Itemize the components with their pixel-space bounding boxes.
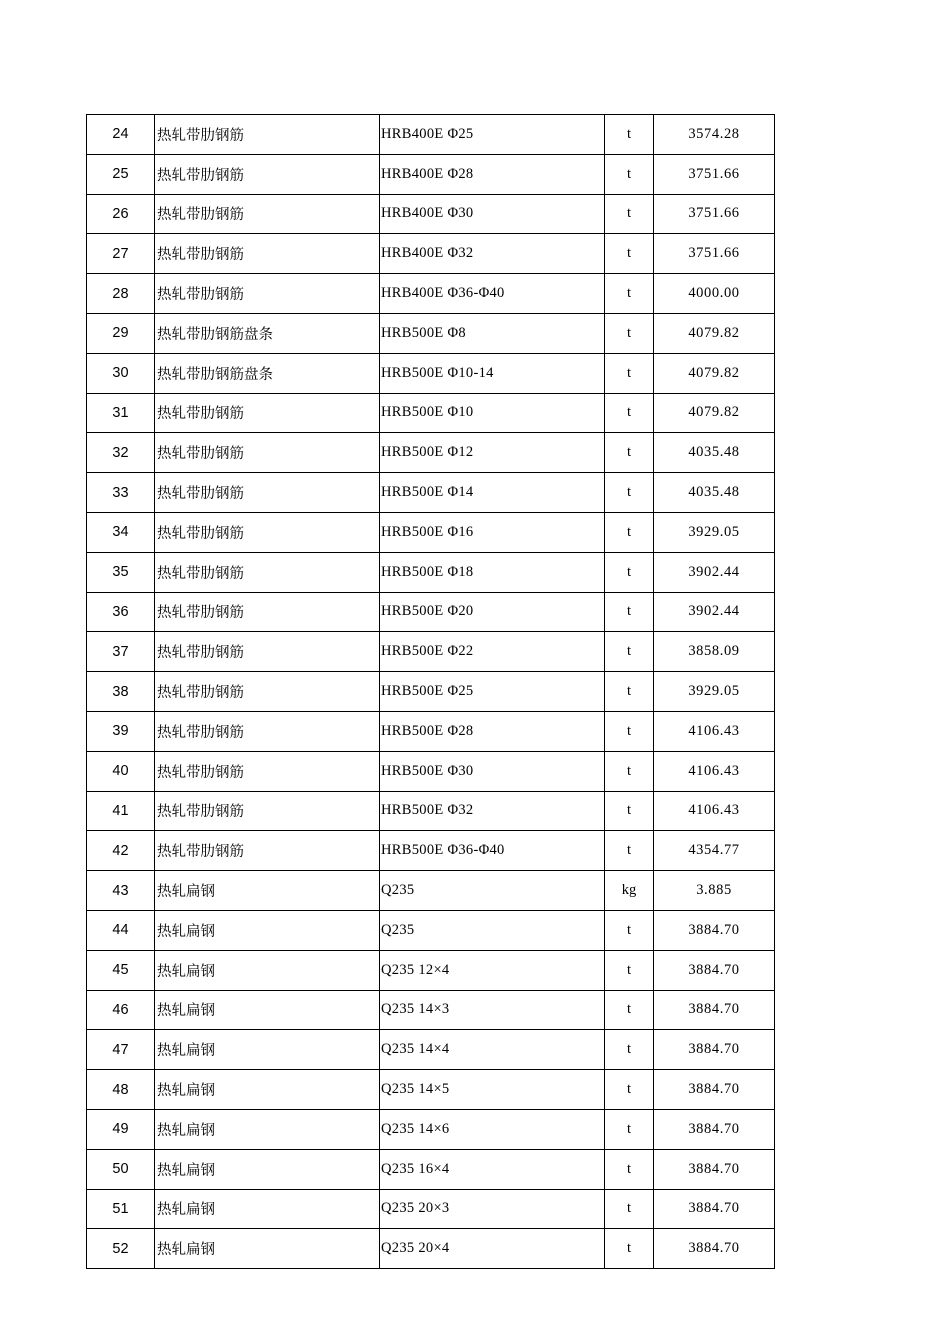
price-cell: 3884.70 [654,1149,775,1189]
specification-cell: Q235 [380,871,605,911]
row-number-cell: 45 [87,950,155,990]
row-number-cell: 42 [87,831,155,871]
material-name-cell: 热轧带肋钢筋 [155,592,380,632]
unit-cell: t [605,950,654,990]
material-name-cell: 热轧带肋钢筋 [155,672,380,712]
price-cell: 3574.28 [654,115,775,155]
table-row [87,234,775,274]
specification-cell: HRB500E Φ30 [380,751,605,791]
material-name-cell: 热轧带肋钢筋 [155,115,380,155]
table-row [87,1189,775,1229]
specification-cell: HRB400E Φ25 [380,115,605,155]
table-row [87,711,775,751]
material-name-cell: 热轧扁钢 [155,990,380,1030]
row-number-cell: 36 [87,592,155,632]
table-row [87,990,775,1030]
table-row [87,1070,775,1110]
unit-cell: t [605,1189,654,1229]
table-row [87,1030,775,1070]
price-cell: 3884.70 [654,1030,775,1070]
price-cell: 3858.09 [654,632,775,672]
row-number-cell: 44 [87,910,155,950]
price-cell: 4035.48 [654,473,775,513]
material-name-cell: 热轧扁钢 [155,1149,380,1189]
unit-cell: t [605,1229,654,1269]
unit-cell: t [605,711,654,751]
table-row [87,672,775,712]
specification-cell: HRB500E Φ18 [380,552,605,592]
material-name-cell: 热轧带肋钢筋 [155,711,380,751]
row-number-cell: 30 [87,353,155,393]
specification-cell: Q235 14×5 [380,1070,605,1110]
row-number-cell: 24 [87,115,155,155]
material-name-cell: 热轧带肋钢筋 [155,433,380,473]
specification-cell: HRB500E Φ20 [380,592,605,632]
material-name-cell: 热轧带肋钢筋 [155,831,380,871]
specification-cell: Q235 20×4 [380,1229,605,1269]
row-number-cell: 48 [87,1070,155,1110]
row-number-cell: 49 [87,1109,155,1149]
unit-cell: t [605,672,654,712]
table-row [87,552,775,592]
table-body [87,115,775,1269]
unit-cell: t [605,791,654,831]
price-cell: 3884.70 [654,990,775,1030]
table-row [87,751,775,791]
price-cell: 4079.82 [654,313,775,353]
specification-cell: HRB500E Φ32 [380,791,605,831]
unit-cell: t [605,433,654,473]
table-row [87,791,775,831]
table-row [87,910,775,950]
table-row [87,274,775,314]
specification-cell: HRB500E Φ10 [380,393,605,433]
specification-cell: HRB500E Φ10-14 [380,353,605,393]
price-cell: 3884.70 [654,1109,775,1149]
specification-cell: HRB400E Φ32 [380,234,605,274]
row-number-cell: 46 [87,990,155,1030]
unit-cell: t [605,751,654,791]
price-cell: 4000.00 [654,274,775,314]
unit-cell: t [605,313,654,353]
price-cell: 3929.05 [654,512,775,552]
specification-cell: HRB500E Φ8 [380,313,605,353]
price-cell: 3751.66 [654,154,775,194]
specification-cell: HRB400E Φ30 [380,194,605,234]
unit-cell: t [605,910,654,950]
row-number-cell: 34 [87,512,155,552]
price-cell: 4079.82 [654,353,775,393]
row-number-cell: 37 [87,632,155,672]
material-name-cell: 热轧带肋钢筋 [155,632,380,672]
row-number-cell: 26 [87,194,155,234]
row-number-cell: 29 [87,313,155,353]
specification-cell: Q235 12×4 [380,950,605,990]
specification-cell: HRB500E Φ16 [380,512,605,552]
unit-cell: t [605,234,654,274]
price-cell: 4106.43 [654,711,775,751]
table-row [87,433,775,473]
specification-cell: HRB400E Φ28 [380,154,605,194]
specification-cell: Q235 20×3 [380,1189,605,1229]
unit-cell: t [605,632,654,672]
material-name-cell: 热轧扁钢 [155,1030,380,1070]
specification-cell: HRB500E Φ28 [380,711,605,751]
price-cell: 3.885 [654,871,775,911]
price-cell: 4354.77 [654,831,775,871]
unit-cell: t [605,115,654,155]
unit-cell: t [605,1030,654,1070]
table-row [87,353,775,393]
table-row [87,950,775,990]
material-name-cell: 热轧扁钢 [155,1070,380,1110]
unit-cell: t [605,393,654,433]
specification-cell: HRB500E Φ12 [380,433,605,473]
unit-cell: t [605,353,654,393]
row-number-cell: 35 [87,552,155,592]
table-row [87,1109,775,1149]
price-cell: 3902.44 [654,592,775,632]
unit-cell: t [605,1109,654,1149]
table-row [87,313,775,353]
specification-cell: Q235 14×3 [380,990,605,1030]
row-number-cell: 27 [87,234,155,274]
material-name-cell: 热轧带肋钢筋 [155,473,380,513]
row-number-cell: 51 [87,1189,155,1229]
material-name-cell: 热轧带肋钢筋 [155,194,380,234]
price-cell: 3751.66 [654,234,775,274]
material-name-cell: 热轧扁钢 [155,1189,380,1229]
row-number-cell: 47 [87,1030,155,1070]
price-cell: 3884.70 [654,1229,775,1269]
material-name-cell: 热轧带肋钢筋盘条 [155,313,380,353]
price-cell: 4106.43 [654,751,775,791]
price-cell: 3884.70 [654,950,775,990]
price-cell: 3929.05 [654,672,775,712]
price-table [86,114,775,1269]
table-row [87,154,775,194]
material-name-cell: 热轧带肋钢筋 [155,791,380,831]
material-name-cell: 热轧带肋钢筋 [155,154,380,194]
unit-cell: t [605,990,654,1030]
specification-cell: HRB500E Φ22 [380,632,605,672]
unit-cell: t [605,1070,654,1110]
price-cell: 3751.66 [654,194,775,234]
row-number-cell: 43 [87,871,155,911]
material-name-cell: 热轧扁钢 [155,1109,380,1149]
specification-cell: HRB500E Φ25 [380,672,605,712]
row-number-cell: 28 [87,274,155,314]
material-name-cell: 热轧带肋钢筋 [155,751,380,791]
price-cell: 3884.70 [654,1070,775,1110]
specification-cell: HRB400E Φ36-Φ40 [380,274,605,314]
table-row [87,1149,775,1189]
table-row [87,831,775,871]
row-number-cell: 40 [87,751,155,791]
material-name-cell: 热轧带肋钢筋 [155,512,380,552]
row-number-cell: 25 [87,154,155,194]
material-name-cell: 热轧扁钢 [155,871,380,911]
row-number-cell: 31 [87,393,155,433]
unit-cell: t [605,194,654,234]
table-row [87,115,775,155]
price-cell: 4035.48 [654,433,775,473]
unit-cell: t [605,512,654,552]
specification-cell: Q235 14×4 [380,1030,605,1070]
row-number-cell: 38 [87,672,155,712]
material-name-cell: 热轧带肋钢筋盘条 [155,353,380,393]
material-name-cell: 热轧扁钢 [155,950,380,990]
row-number-cell: 41 [87,791,155,831]
specification-cell: Q235 [380,910,605,950]
material-name-cell: 热轧扁钢 [155,1229,380,1269]
table-row [87,592,775,632]
specification-cell: HRB500E Φ36-Φ40 [380,831,605,871]
row-number-cell: 32 [87,433,155,473]
unit-cell: kg [605,871,654,911]
table-row [87,632,775,672]
price-cell: 3902.44 [654,552,775,592]
unit-cell: t [605,831,654,871]
table-row [87,871,775,911]
unit-cell: t [605,552,654,592]
material-name-cell: 热轧带肋钢筋 [155,274,380,314]
material-name-cell: 热轧带肋钢筋 [155,552,380,592]
specification-cell: HRB500E Φ14 [380,473,605,513]
table-row [87,194,775,234]
table-row [87,473,775,513]
row-number-cell: 50 [87,1149,155,1189]
unit-cell: t [605,592,654,632]
unit-cell: t [605,473,654,513]
specification-cell: Q235 16×4 [380,1149,605,1189]
table-row [87,393,775,433]
row-number-cell: 39 [87,711,155,751]
table-row [87,512,775,552]
price-cell: 4079.82 [654,393,775,433]
table-row [87,1229,775,1269]
material-name-cell: 热轧带肋钢筋 [155,234,380,274]
unit-cell: t [605,274,654,314]
specification-cell: Q235 14×6 [380,1109,605,1149]
material-name-cell: 热轧扁钢 [155,910,380,950]
price-cell: 3884.70 [654,1189,775,1229]
material-name-cell: 热轧带肋钢筋 [155,393,380,433]
price-cell: 3884.70 [654,910,775,950]
unit-cell: t [605,1149,654,1189]
row-number-cell: 52 [87,1229,155,1269]
unit-cell: t [605,154,654,194]
row-number-cell: 33 [87,473,155,513]
price-cell: 4106.43 [654,791,775,831]
